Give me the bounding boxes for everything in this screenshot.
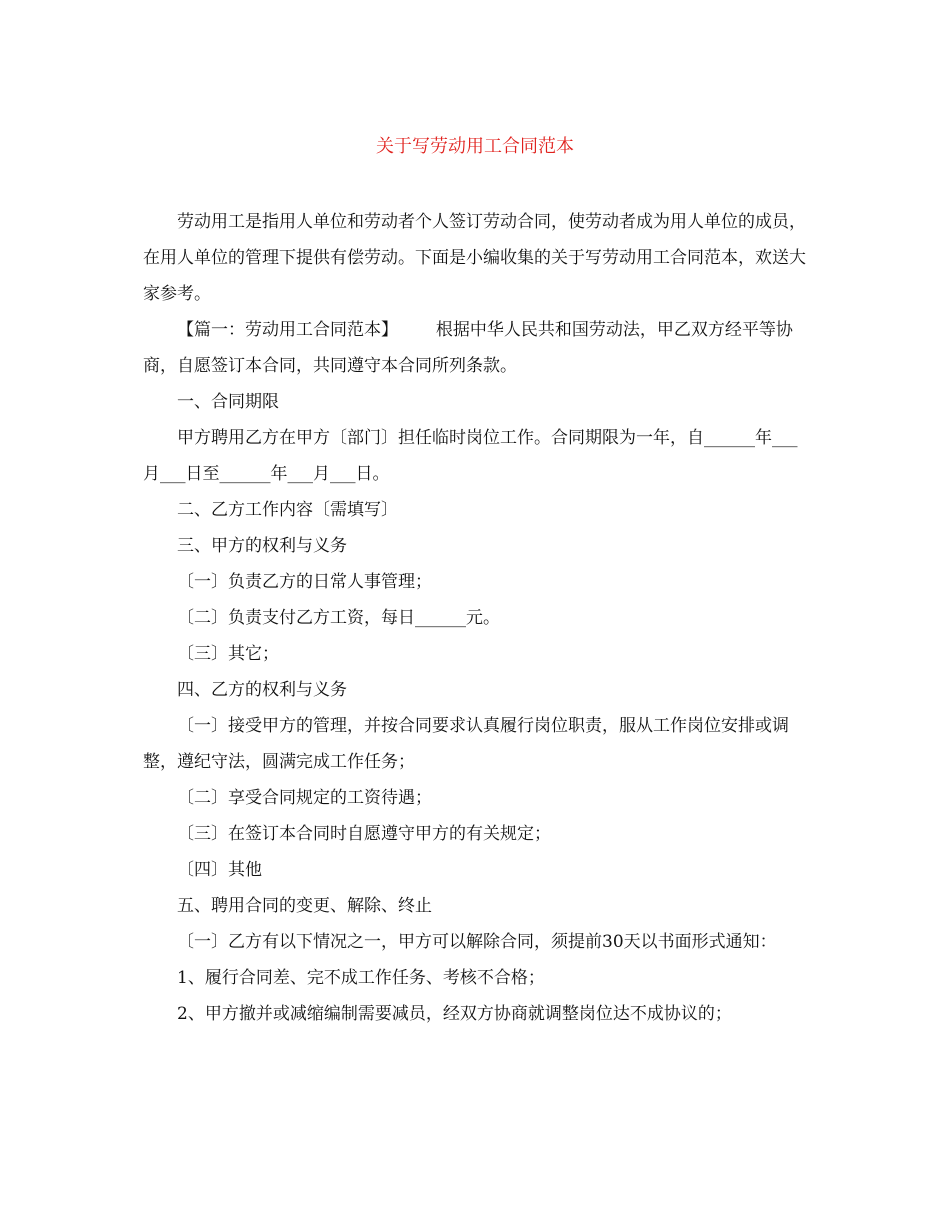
paragraph: 〔二〕享受合同规定的工资待遇； — [177, 788, 432, 808]
paragraph: 〔一〕乙方有以下情况之一，甲方可以解除合同，须提前30天以书面形式通知： — [177, 932, 777, 952]
paragraph: 〔一〕负责乙方的日常人事管理； — [177, 572, 432, 592]
paragraph: 〔一〕接受甲方的管理，并按合同要求认真履行岗位职责，服从工作岗位安排或调整，遵纪守法，圆满完成工作任务； — [143, 716, 789, 772]
document-title: 关于写劳动用工合同范本 — [376, 136, 574, 157]
paragraph: 三、甲方的权利与义务 — [177, 536, 347, 556]
paragraph: 【篇一：劳动用工合同范本】 根据中华人民共和国劳动法，甲乙双方经平等协商，自愿签订本合同，共同遵守本合同所列条款。 — [143, 320, 793, 376]
paragraph: 五、聘用合同的变更、解除、终止 — [177, 896, 432, 916]
paragraph: 二、乙方工作内容〔需填写〕 — [177, 500, 398, 520]
paragraph: 四、乙方的权利与义务 — [177, 680, 347, 700]
paragraph: 劳动用工是指用人单位和劳动者个人签订劳动合同，使劳动者成为用人单位的成员，在用人单位的管理下提供有偿劳动。下面是小编收集的关于写劳动用工合同范本，欢送大家参考。 — [143, 212, 806, 304]
paragraph: 〔三〕其它； — [177, 644, 279, 664]
paragraph: 〔四〕其他 — [177, 860, 262, 880]
document-body — [143, 204, 807, 1032]
paragraph: 2、甲方撤并或减缩编制需要减员，经双方协商就调整岗位达不成协议的； — [177, 1004, 732, 1024]
paragraph: 〔三〕在签订本合同时自愿遵守甲方的有关规定； — [177, 824, 551, 844]
paragraph: 甲方聘用乙方在甲方〔部门〕担任临时岗位工作。合同期限为一年，自______年___月___日至______年___月___日。 — [143, 428, 798, 484]
paragraph: 〔二〕负责支付乙方工资，每日______元。 — [177, 608, 500, 628]
paragraph: 一、合同期限 — [177, 392, 279, 412]
paragraph: 1、履行合同差、完不成工作任务、考核不合格； — [177, 968, 545, 988]
